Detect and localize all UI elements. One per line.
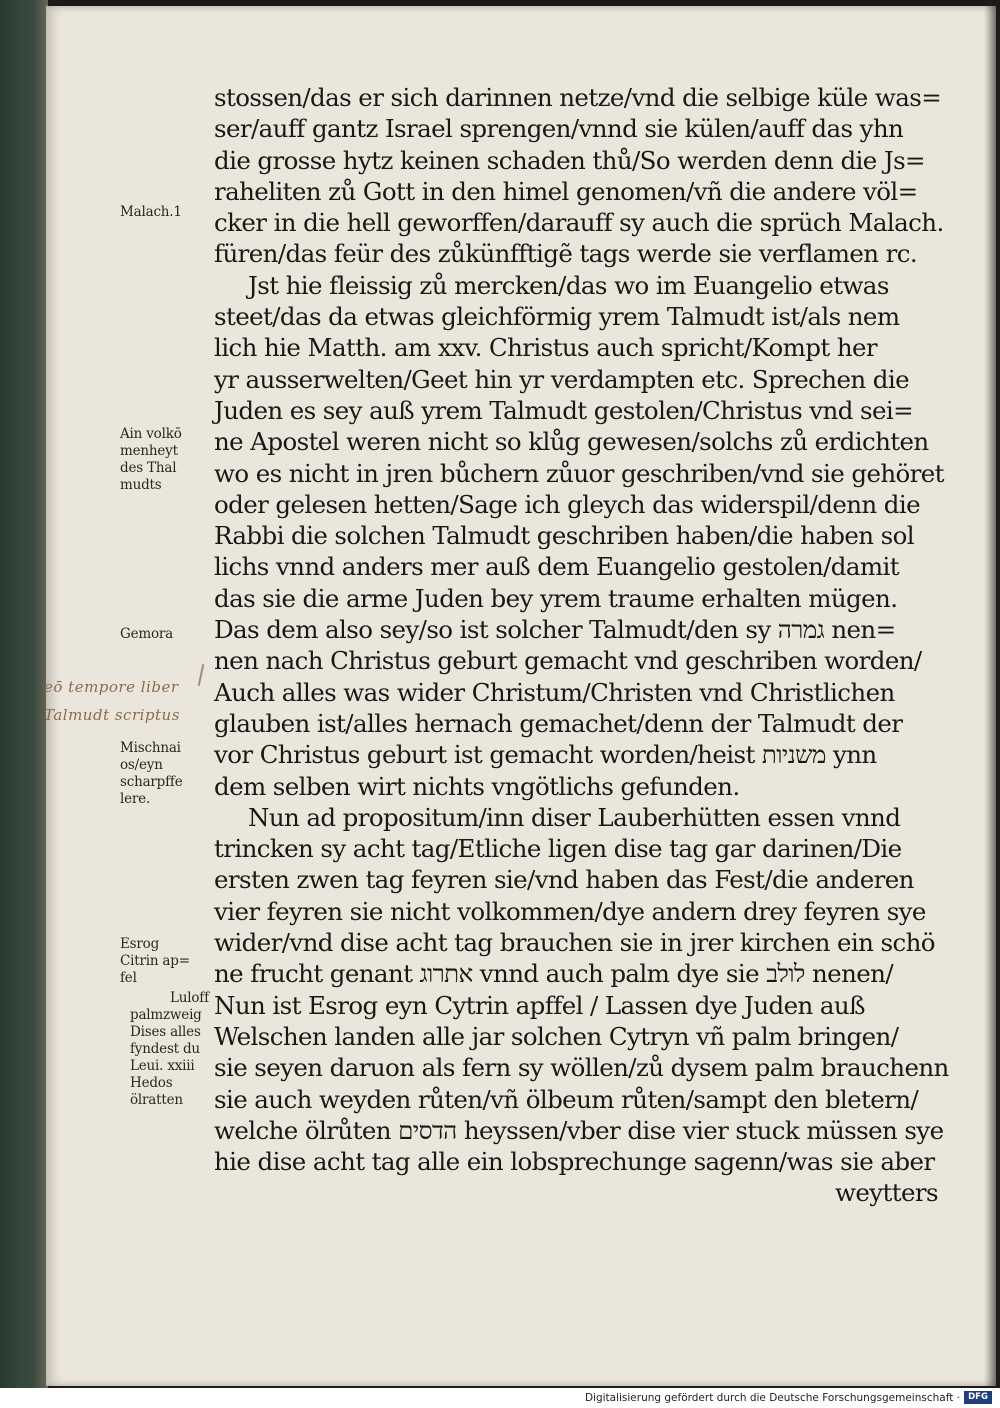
- margin-note-line: fel: [120, 970, 137, 986]
- text-line: glauben ist/alles hernach gemachet/denn der Talmudt der: [214, 708, 903, 738]
- margin-note-line: Citrin ap=: [120, 953, 190, 969]
- text-line: wo es nicht in jren bůchern zůuor geschriben/vnd sie gehöret: [214, 458, 944, 488]
- margin-note-line: mudts: [120, 477, 162, 493]
- margin-note-line: Luloff: [170, 990, 209, 1006]
- catchword: weytters: [835, 1178, 938, 1208]
- text-line: Jst hie fleissig zů mercken/das wo im Euangelio etwas: [248, 270, 889, 300]
- text-line: trincken sy acht tag/Etliche ligen dise tag gar darinen/Die: [214, 834, 902, 864]
- margin-note-line: menheyt: [120, 443, 178, 459]
- margin-note-malach: [120, 204, 216, 221]
- margin-note-line: palmzweig: [130, 1007, 202, 1023]
- text-line: ersten zwen tag feyren sie/vnd haben das Fest/die anderen: [214, 865, 914, 895]
- margin-note-line: os/eyn: [120, 757, 163, 773]
- book-cover-edge: [0, 0, 48, 1388]
- handwritten-note: Talmudt scriptus: [44, 706, 180, 724]
- margin-note-line: Esrog: [120, 936, 160, 952]
- text-line: lich hie Matth. am xxv. Christus auch spricht/Kompt her: [214, 333, 878, 363]
- main-text-block: [214, 82, 949, 1209]
- text-line: vor Christus geburt ist gemacht worden/heist משניות ynn: [214, 740, 877, 770]
- text-line: Nun ist Esrog eyn Cytrin apffel / Lassen dye Juden auß: [214, 990, 865, 1020]
- text-line: füren/das feür des zůkünfftigẽ tags werde sie verflamen rc.: [214, 239, 918, 269]
- text-line: nen nach Christus geburt gemacht vnd geschriben worden/: [214, 646, 922, 676]
- margin-note-line: Mischnai: [120, 740, 181, 756]
- text-line: Auch alles was wider Christum/Christen vnd Christlichen: [214, 677, 895, 707]
- text-line: ser/auff gantz Israel sprengen/vnnd sie külen/auff das yhn: [214, 114, 904, 144]
- text-line: ne frucht genant אתרוג vnnd auch palm dye sie לולב nenen/: [214, 959, 893, 989]
- dfg-logo-icon: DFG: [964, 1391, 992, 1404]
- page-gutter-shadow: [984, 6, 996, 1386]
- margin-note-line: Ain volkō: [120, 426, 182, 442]
- margin-note-volkomenheyt: [120, 426, 216, 494]
- text-line: lichs vnnd anders mer auß dem Euangelio gestolen/damit: [214, 552, 899, 582]
- funding-credit: Digitalisierung gefördert durch die Deutsche Forschungsgemeinschaft ·: [584, 1392, 960, 1404]
- text-line: yr ausserwelten/Geet hin yr verdampten etc. Sprechen die: [214, 364, 909, 394]
- text-line: Nun ad propositum/inn diser Lauberhütten essen vnnd: [248, 802, 901, 832]
- text-line: stossen/das er sich darinnen netze/vnd die selbige küle was=: [214, 83, 942, 112]
- text-line: raheliten zů Gott in den himel genomen/vñ die andere völ=: [214, 176, 918, 206]
- text-line: die grosse hytz keinen schaden thů/So werden denn die Js=: [214, 145, 925, 175]
- text-line: Juden es sey auß yrem Talmudt gestolen/Christus vnd sei=: [214, 395, 914, 425]
- margin-note-line: ölratten: [130, 1092, 183, 1108]
- text-line: welche ölrůten הדסים heyssen/vber dise vier stuck müssen sye: [214, 1115, 944, 1145]
- text-line: sie auch weyden růten/vñ ölbeum růten/sampt den bletern/: [214, 1084, 919, 1114]
- margin-note-gemora: [120, 626, 216, 643]
- margin-note-esrog: [120, 936, 216, 987]
- margin-note-line: Leui. xxiii: [130, 1058, 195, 1074]
- margin-note-mischnaios: [120, 740, 216, 808]
- text-line: das sie die arme Juden bey yrem traume erhalten mügen.: [214, 583, 898, 613]
- text-line: vier feyren sie nicht volkommen/dye andern drey feyren sye: [214, 896, 926, 926]
- text-line: steet/das da etwas gleichförmig yrem Talmudt ist/als nem: [214, 302, 900, 332]
- margin-note-line: scharpffe: [120, 774, 183, 790]
- text-line: cker in die hell geworffen/darauff sy auch die sprüch Malach.: [214, 208, 944, 238]
- text-line: dem selben wirt nichts vngötlichs gefunden.: [214, 771, 740, 801]
- text-line: Welschen landen alle jar solchen Cytryn vñ palm bringen/: [214, 1021, 899, 1051]
- text-line: sie seyen daruon als fern sy wöllen/zů dysem palm brauchenn: [214, 1053, 949, 1083]
- text-line: Rabbi die solchen Talmudt geschriben haben/die haben sol: [214, 521, 915, 551]
- text-line: ne Apostel weren nicht so klůg gewesen/solchs zů erdichten: [214, 427, 929, 457]
- margin-note-line: des Thal: [120, 460, 177, 476]
- margin-note-line: Gemora: [120, 626, 174, 642]
- text-line: hie dise acht tag alle ein lobsprechunge sagenn/was sie aber: [214, 1147, 935, 1177]
- margin-note-line: fyndest du: [130, 1041, 200, 1057]
- margin-note-luloff: [130, 990, 226, 1109]
- margin-note-line: Dises alles: [130, 1024, 201, 1040]
- text-line: wider/vnd dise acht tag brauchen sie in jrer kirchen ein schö: [214, 928, 935, 958]
- margin-note-line: lere.: [120, 791, 151, 807]
- text-line: Das dem also sey/so ist solcher Talmudt/den sy גמרה nen=: [214, 615, 896, 645]
- margin-note-line: Malach.1: [120, 204, 182, 220]
- footer-bar: [0, 1388, 1000, 1408]
- text-line: oder gelesen hetten/Sage ich gleych das widerspil/denn die: [214, 489, 921, 519]
- margin-note-line: Hedos: [130, 1075, 173, 1091]
- handwritten-note: eō tempore liber: [44, 678, 179, 696]
